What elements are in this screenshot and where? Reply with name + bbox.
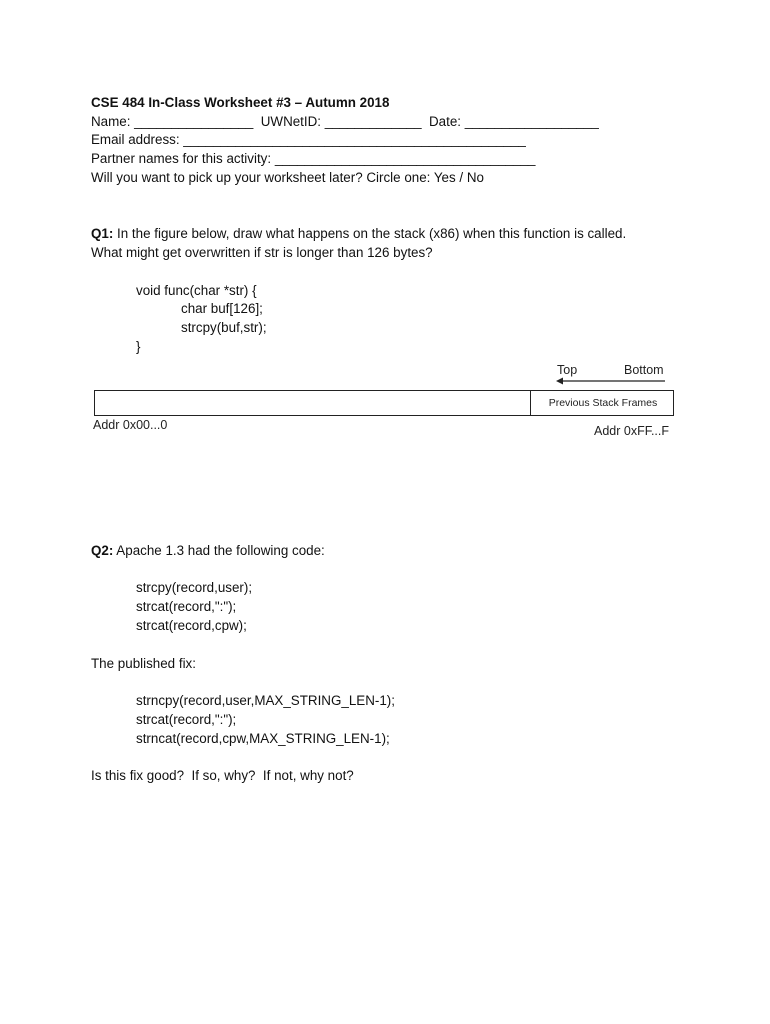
q1-code-line: }: [136, 339, 141, 354]
partner-line: Partner names for this activity: ___________________________________: [91, 151, 536, 166]
stack-diagram-box: [94, 390, 674, 416]
q1-text1: In the figure below, draw what happens on the stack (x86) when this function is called.: [113, 226, 627, 241]
stack-bottom-label: Bottom: [624, 363, 664, 377]
q2-fix-code-line: strncat(record,cpw,MAX_STRING_LEN-1);: [136, 731, 390, 746]
q1-question-line2: What might get overwritten if str is longer than 126 bytes?: [91, 245, 433, 260]
pickup-line: Will you want to pick up your worksheet later? Circle one: Yes / No: [91, 170, 484, 185]
q2-text: Apache 1.3 had the following code:: [113, 543, 325, 558]
q1-question-line1: [91, 226, 626, 242]
previous-stack-frames-cell: [530, 391, 675, 415]
q1-code-line: void func(char *str) {: [136, 283, 257, 298]
q1-code-line: char buf[126];: [181, 301, 263, 316]
addr-high-label: Addr 0xFF...F: [594, 424, 670, 438]
arrow-left-icon: [555, 375, 667, 387]
q2-label: Q2:: [91, 543, 114, 558]
q2-code-line: strcat(record,":");: [136, 599, 237, 614]
published-fix-label: The published fix:: [91, 656, 196, 671]
q2-code-line: strcat(record,cpw);: [136, 618, 247, 633]
q1-code-line: strcpy(buf,str);: [181, 320, 267, 335]
q2-fix-code-line: strncpy(record,user,MAX_STRING_LEN-1);: [136, 693, 395, 708]
name-line: Name: ________________ UWNetID: _____________ Date: __________________: [91, 114, 599, 129]
stack-top-label: Top: [557, 363, 578, 377]
email-line: Email address: ______________________________________________: [91, 132, 526, 147]
q2-fix-code-line: strcat(record,":");: [136, 712, 237, 727]
q1-label: Q1:: [91, 226, 114, 241]
addr-low-label: Addr 0x00...0: [93, 418, 168, 432]
worksheet-title: CSE 484 In-Class Worksheet #3 – Autumn 2018: [91, 95, 390, 110]
previous-stack-frames-label: Previous Stack Frames: [548, 397, 658, 409]
q2-question-line: [91, 543, 325, 559]
q2-code-line: strcpy(record,user);: [136, 580, 253, 595]
q2-fix-question: Is this fix good? If so, why? If not, why not?: [91, 768, 354, 783]
